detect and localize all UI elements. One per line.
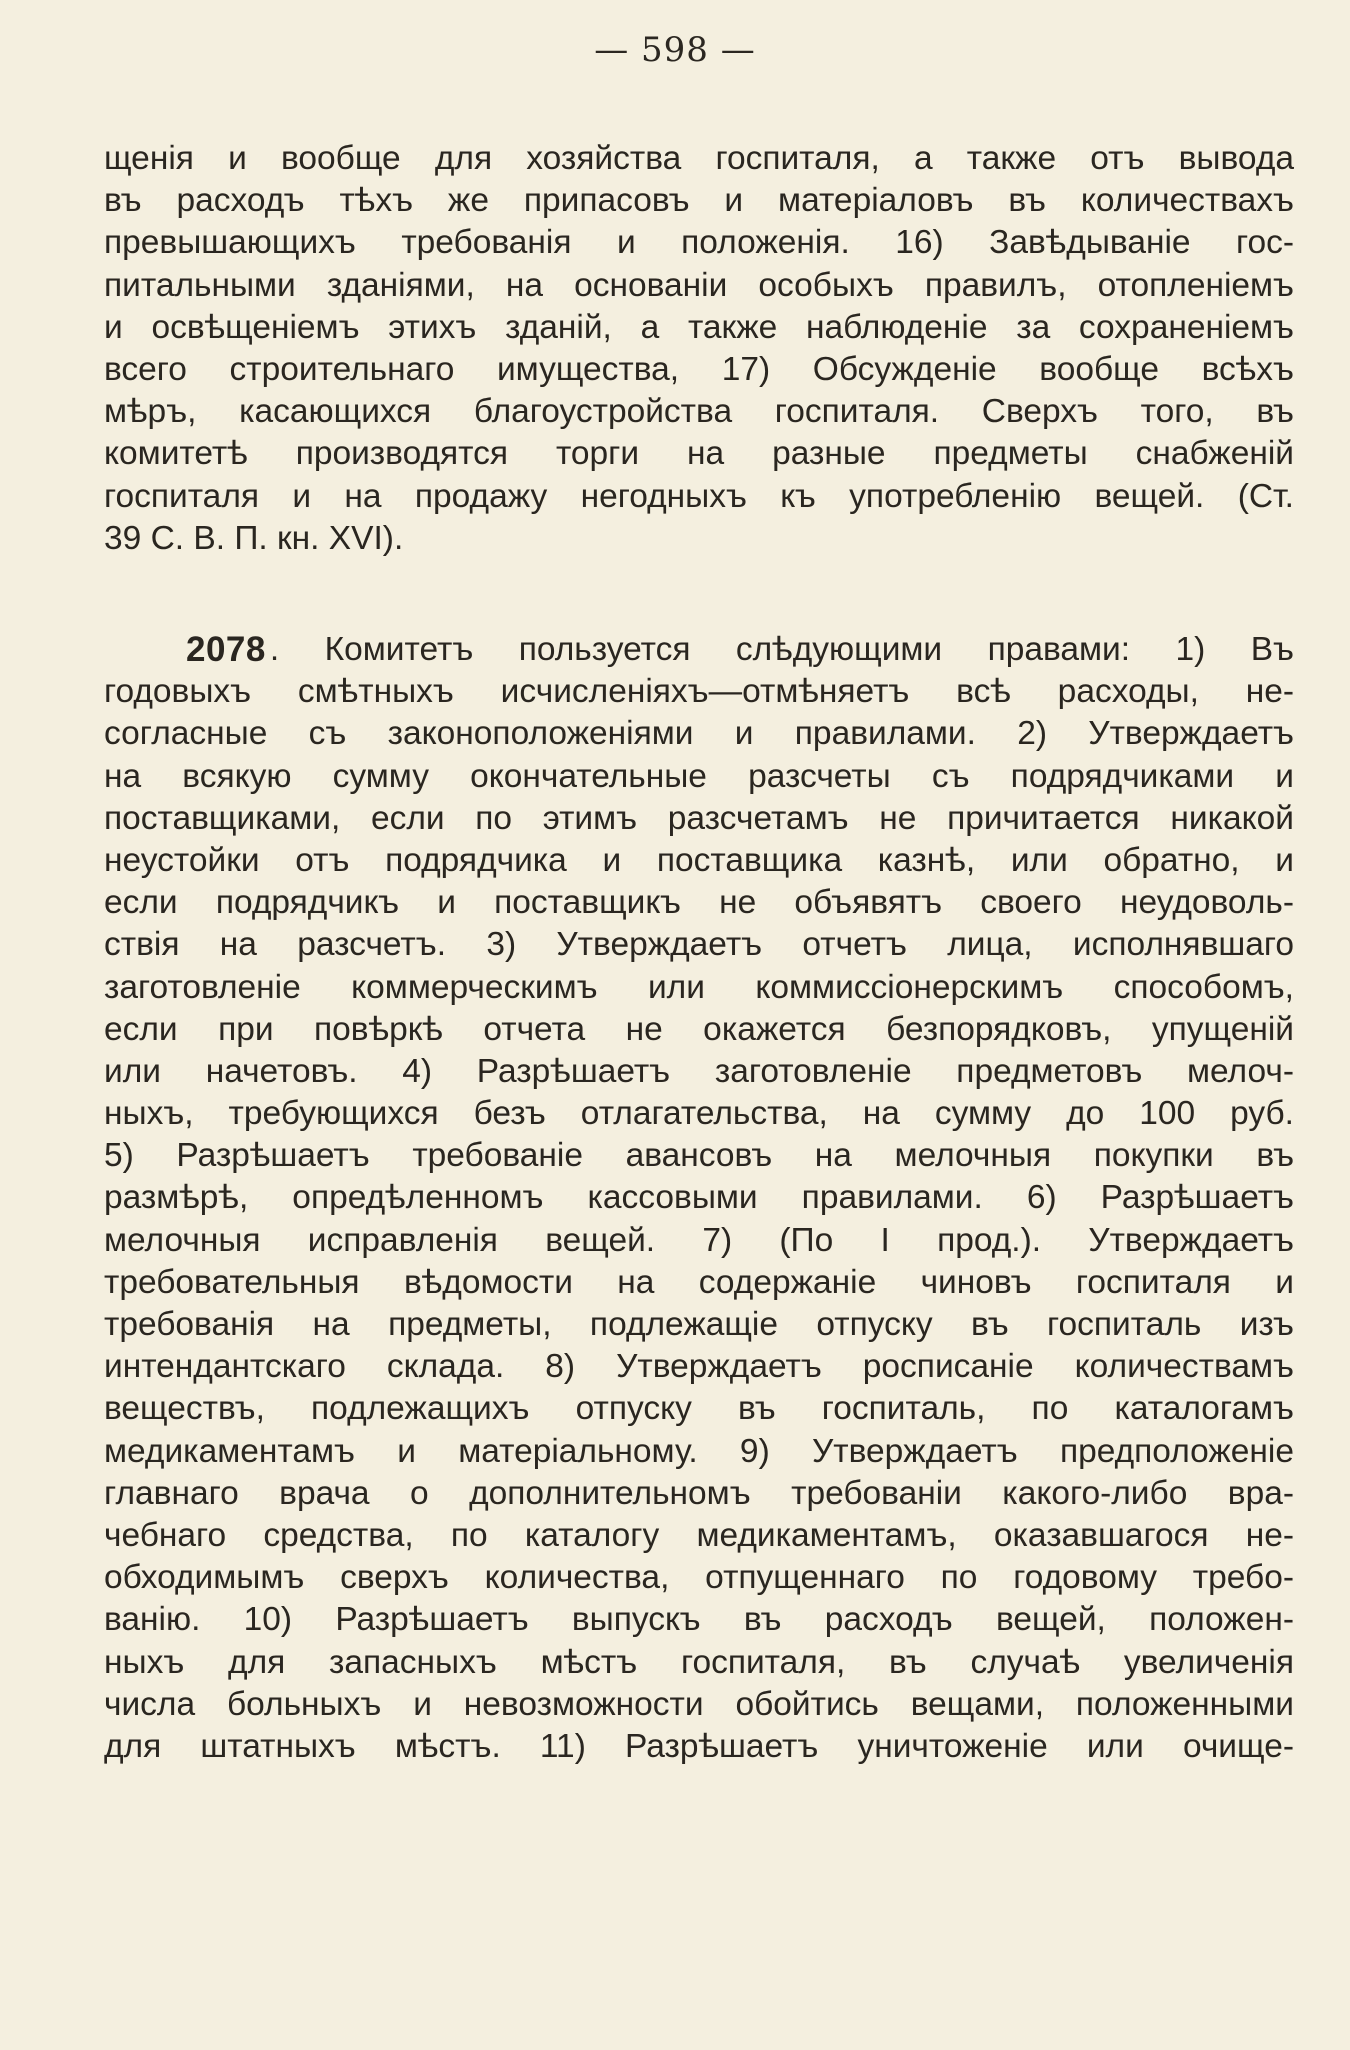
text-line: обходимымъ сверхъ количества, отпущеннаго по годовому требо- bbox=[104, 1559, 1294, 1597]
text-line: если при повѣркѣ отчета не окажется безпорядковъ, упущеній bbox=[104, 1010, 1294, 1048]
text-line: госпиталя и на продажу негодныхъ къ употребленію вещей. (Ст. bbox=[104, 477, 1294, 515]
text-line: веществъ, подлежащихъ отпуску въ госпиталь, по каталогамъ bbox=[104, 1390, 1294, 1428]
page-number: — 598 — bbox=[594, 30, 756, 70]
text-line: 39 С. В. П. кн. XVI). bbox=[104, 519, 404, 557]
text-line: заготовленіе коммерческимъ или коммиссіонерскимъ способомъ, bbox=[104, 968, 1294, 1006]
text-line: ствія на разсчетъ. 3) Утверждаетъ отчетъ лица, исполнявшаго bbox=[104, 926, 1294, 964]
text-line: главнаго врача о дополнительномъ требованіи какого-либо вра- bbox=[104, 1474, 1294, 1512]
text-line: согласные съ законоположеніями и правилами. 2) Утверждаетъ bbox=[104, 715, 1294, 753]
text-line: всего строительнаго имущества, 17) Обсужденіе вообще всѣхъ bbox=[104, 350, 1294, 388]
text-line: годовыхъ смѣтныхъ исчисленіяхъ—отмѣняетъ всѣ расходы, не- bbox=[104, 673, 1294, 711]
text-line: щенія и вообще для хозяйства госпиталя, а также отъ вывода bbox=[104, 140, 1294, 177]
text-line: ныхъ для запасныхъ мѣстъ госпиталя, въ случаѣ увеличенія bbox=[104, 1643, 1294, 1681]
text-line: въ расходъ тѣхъ же припасовъ и матеріаловъ въ количествахъ bbox=[104, 182, 1294, 220]
text-line: размѣрѣ, опредѣленномъ кассовыми правилами. 6) Разрѣшаетъ bbox=[104, 1179, 1294, 1217]
text-line: неустойки отъ подрядчика и поставщика казнѣ, или обратно, и bbox=[104, 841, 1294, 879]
text-line: требовательныя вѣдомости на содержаніе чиновъ госпиталя и bbox=[104, 1263, 1294, 1301]
text-line: мелочныя исправленія вещей. 7) (По I прод.). Утверждаетъ bbox=[104, 1221, 1294, 1259]
text-line: если подрядчикъ и поставщикъ не объявятъ своего неудоволь- bbox=[104, 884, 1294, 922]
text-line: на всякую сумму окончательные разсчеты съ подрядчиками и bbox=[104, 757, 1294, 795]
text-line: ныхъ, требующихся безъ отлагательства, на сумму до 100 руб. bbox=[104, 1095, 1294, 1133]
text-line: числа больныхъ и невозможности обойтись вещами, положенными bbox=[104, 1685, 1294, 1723]
text-line: питальными зданіями, на основаніи особыхъ правилъ, отопленіемъ bbox=[104, 266, 1294, 304]
text-line: поставщиками, если по этимъ разсчетамъ не причитается никакой bbox=[104, 799, 1294, 837]
text-line: требованія на предметы, подлежащіе отпуску въ госпиталь изъ bbox=[104, 1306, 1294, 1343]
text-line: 5) Разрѣшаетъ требованіе авансовъ на мелочныя покупки въ bbox=[104, 1137, 1294, 1175]
text-line: интендантскаго склада. 8) Утверждаетъ росписаніе количествамъ bbox=[104, 1348, 1294, 1386]
text-line: . Комитетъ пользуется слѣдующими правами: 1) Въ bbox=[269, 631, 1294, 668]
text-line: чебнаго средства, по каталогу медикаментамъ, оказавшагося не- bbox=[104, 1516, 1294, 1554]
text-line: мѣръ, касающихся благоустройства госпиталя. Сверхъ того, въ bbox=[104, 393, 1294, 431]
text-line: комитетѣ производятся торги на разные предметы снабженій bbox=[104, 435, 1294, 473]
paragraph-continuation bbox=[104, 138, 1294, 560]
text-line: медикаментамъ и матеріальному. 9) Утверждаетъ предположеніе bbox=[104, 1432, 1294, 1470]
text-line: и освѣщеніемъ этихъ зданій, а также наблюденіе за сохраненіемъ bbox=[104, 308, 1294, 346]
article-first-line bbox=[104, 629, 1294, 671]
text-line: для штатныхъ мѣстъ. 11) Разрѣшаетъ уничтоженіе или очище- bbox=[104, 1727, 1294, 1765]
article-number: 2078 bbox=[186, 630, 266, 669]
text-line: ванію. 10) Разрѣшаетъ выпускъ въ расходъ вещей, положен- bbox=[104, 1601, 1294, 1639]
text-line: или начетовъ. 4) Разрѣшаетъ заготовленіе предметовъ мелоч- bbox=[104, 1052, 1294, 1090]
article-2078 bbox=[104, 629, 1294, 1768]
text-line: превышающихъ требованія и положенія. 16) Завѣдываніе гос- bbox=[104, 224, 1294, 262]
